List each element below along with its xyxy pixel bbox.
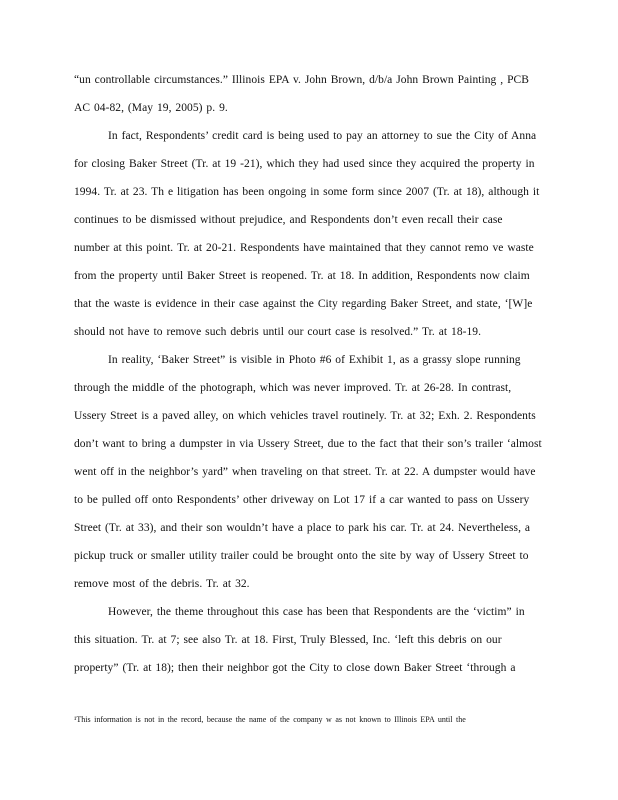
text-line: 1994. Tr. at 23. Th e litigation has been ongoing in some form since 2007 (Tr. at 18), although it: [74, 186, 540, 198]
text-line: number at this point. Tr. at 20-21. Respondents have maintained that they cannot remo ve waste: [74, 242, 534, 254]
text-line: remove most of the debris. Tr. at 32.: [74, 578, 250, 590]
footnote: ¹This information is not in the record, because the name of the company w as not known to Illinois EPA until the: [74, 715, 466, 724]
text-line: property” (Tr. at 18); then their neighbor got the City to close down Baker Street ‘through a: [74, 662, 516, 674]
paragraph-start-line: However, the theme throughout this case has been that Respondents are the ‘victim” in: [108, 606, 525, 618]
text-line: Ussery Street is a paved alley, on which vehicles travel routinely. Tr. at 32; Exh. 2. Respondents: [74, 410, 536, 422]
text-line: went off in the neighbor’s yard” when traveling on that street. Tr. at 22. A dumpster would have: [74, 466, 536, 478]
text-line: don’t want to bring a dumpster in via Ussery Street, due to the fact that their son’s trailer ‘almost: [74, 438, 542, 450]
text-line: “un controllable circumstances.” Illinois EPA v. John Brown, d/b/a John Brown Painting , PCB: [74, 74, 529, 86]
text-line: Street (Tr. at 33), and their son wouldn’t have a place to park his car. Tr. at 24. Nevertheless, a: [74, 522, 531, 534]
text-line: from the property until Baker Street is reopened. Tr. at 18. In addition, Respondents now claim: [74, 270, 530, 282]
text-line: should not have to remove such debris until our court case is resolved.” Tr. at 18-19.: [74, 326, 482, 338]
text-line: to be pulled off onto Respondents’ other driveway on Lot 17 if a car wanted to pass on Ussery: [74, 494, 530, 506]
text-line: continues to be dismissed without prejudice, and Respondents don’t even recall their case: [74, 214, 503, 226]
text-line: pickup truck or smaller utility trailer could be brought onto the site by way of Ussery Street to: [74, 550, 529, 562]
text-line: that the waste is evidence in their case against the City regarding Baker Street, and state, ‘[W]e: [74, 298, 533, 310]
text-line: this situation. Tr. at 7; see also Tr. at 18. First, Truly Blessed, Inc. ‘left this debris on our: [74, 634, 502, 646]
text-line: for closing Baker Street (Tr. at 19 -21), which they had used since they acquired the property in: [74, 158, 535, 170]
text-line: through the middle of the photograph, which was never improved. Tr. at 26-28. In contrast,: [74, 382, 512, 394]
paragraph-start-line: In fact, Respondents’ credit card is being used to pay an attorney to sue the City of Anna: [108, 130, 537, 142]
paragraph-start-line: In reality, ‘Baker Street” is visible in Photo #6 of Exhibit 1, as a grassy slope running: [108, 354, 521, 366]
text-line: AC 04-82, (May 19, 2005) p. 9.: [74, 102, 228, 114]
